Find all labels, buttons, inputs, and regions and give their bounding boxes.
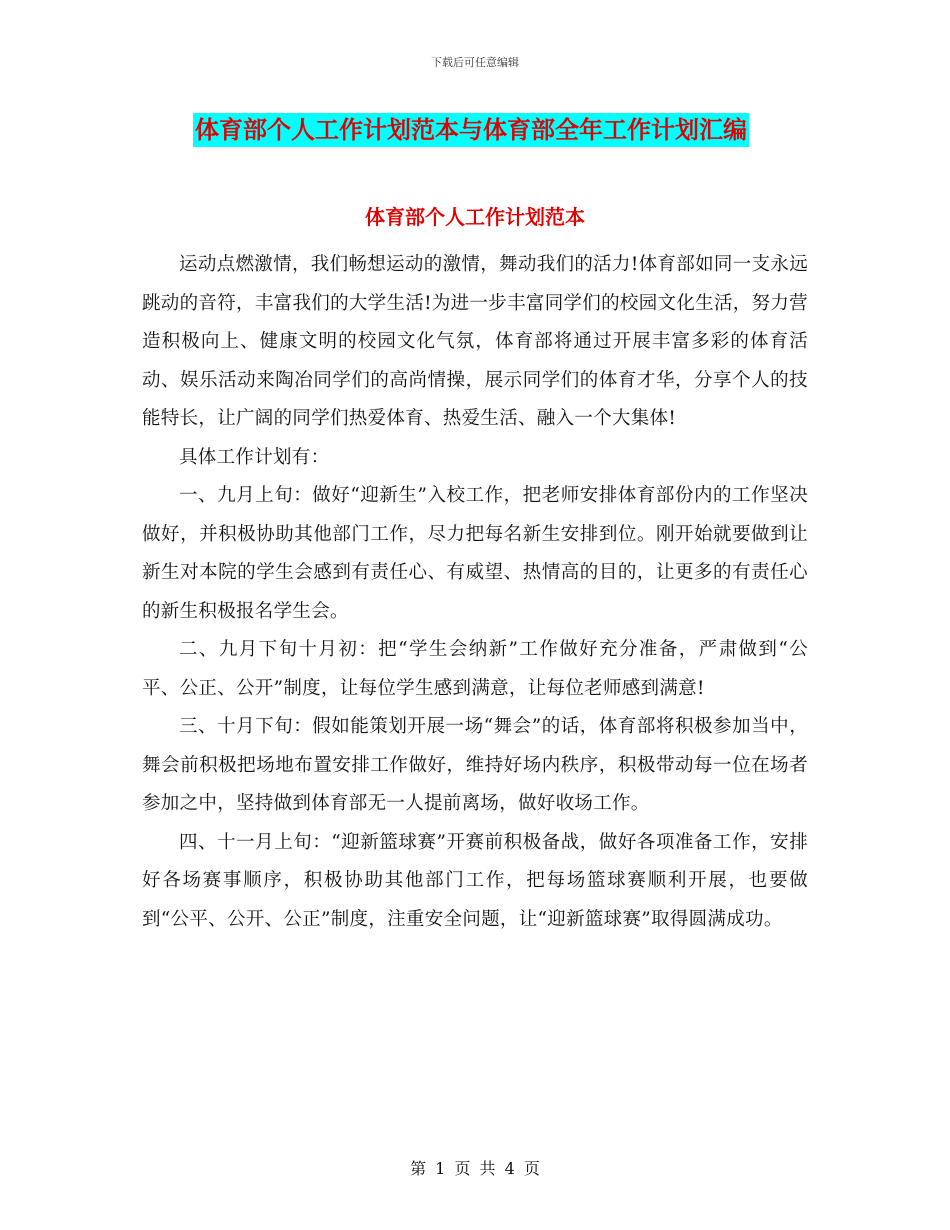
page-footer: 第 1 页 共 4 页 — [410, 1159, 540, 1178]
paragraph-intro: 运动点燃激情，我们畅想运动的激情，舞动我们的活力!体育部如同一支永远跳动的音符，丰富我们的大学生活!为进一步丰富同学们的校园文化生活，努力营造积极向上、健康文明的校园文化气氛，体育部将通过开展丰富多彩的体育活动、娱乐活动来陶冶同学们的高尚情操，展示同学们的体育才华，分享个人的技能特长，让广阔的同学们热爱体育、热爱生活、融入一个大集体! — [142, 254, 808, 429]
paragraph-plan-heading: 具体工作计划有： — [179, 446, 330, 468]
document-main-title: 体育部个人工作计划范本与体育部全年工作计划汇编 — [193, 113, 749, 147]
paragraph-item-1: 一、九月上旬：做好“迎新生”入校工作，把老师安排体育部份内的工作坚决做好，并积极协助其他部门工作，尽力把每名新生安排到位。刚开始就要做到让新生对本院的学生会感到有责任心、有威望、热情高的目的，让更多的有责任心的新生积极报名学生会。 — [142, 485, 808, 622]
paragraph-item-2: 二、九月下旬十月初：把“学生会纳新”工作做好充分准备，严肃做到“公平、公正、公开”制度，让每位学生感到满意，让每位老师感到满意! — [142, 639, 808, 699]
header-note: 下载后可任意编辑 — [431, 56, 519, 69]
paragraph-item-3: 三、十月下旬：假如能策划开展一场“舞会”的话，体育部将积极参加当中，舞会前积极把场地布置安排工作做好，维持好场内秩序，积极带动每一位在场者参加之中，坚持做到体育部无一人提前离场，做好收场工作。 — [142, 716, 808, 814]
paragraph-item-4: 四、十一月上旬：“迎新篮球赛”开赛前积极备战，做好各项准备工作，安排好各场赛事顺序，积极协助其他部门工作，把每场篮球赛顺利开展，也要做到“公平、公开、公正”制度，注重安全问题，让“迎新篮球赛”取得圆满成功。 — [142, 831, 808, 930]
document-body — [142, 246, 808, 939]
section-title: 体育部个人工作计划范本 — [365, 205, 585, 229]
